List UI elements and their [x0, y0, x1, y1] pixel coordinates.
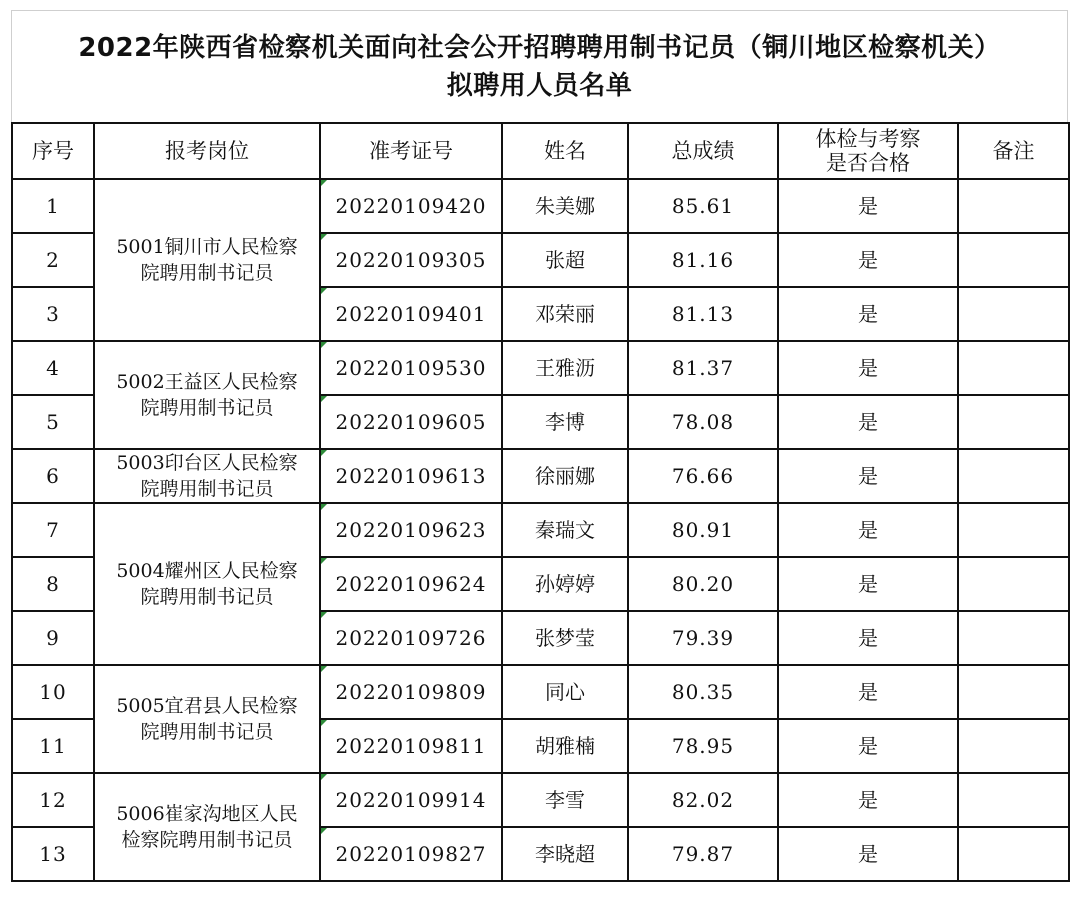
cell-remark — [958, 233, 1069, 287]
cell-remark — [958, 179, 1069, 233]
position-line-2: 检察院聘用制书记员 — [121, 829, 293, 851]
header-check-line-2: 是否合格 — [826, 151, 910, 175]
header-seq: 序号 — [12, 123, 94, 179]
cell-seq: 6 — [12, 449, 94, 503]
cell-position — [94, 773, 320, 881]
cell-marker-icon — [321, 612, 327, 618]
cell-ticket — [320, 719, 502, 773]
cell-seq: 7 — [12, 503, 94, 557]
position-line-2: 院聘用制书记员 — [140, 397, 274, 419]
cell-marker-icon — [321, 288, 327, 294]
cell-name: 孙婷婷 — [502, 557, 628, 611]
ticket-number: 20220109420 — [335, 194, 487, 218]
cell-marker-icon — [321, 342, 327, 348]
cell-score: 81.16 — [628, 233, 778, 287]
position-line-1: 5003印台区人民检察 — [116, 452, 298, 474]
ticket-number: 20220109811 — [335, 734, 487, 758]
cell-qualified: 是 — [778, 719, 958, 773]
position-line-1: 5002王益区人民检察 — [116, 371, 298, 393]
cell-ticket — [320, 827, 502, 881]
cell-marker-icon — [321, 234, 327, 240]
cell-qualified: 是 — [778, 557, 958, 611]
cell-name: 张超 — [502, 233, 628, 287]
cell-ticket — [320, 287, 502, 341]
cell-remark — [958, 719, 1069, 773]
cell-qualified: 是 — [778, 611, 958, 665]
cell-score: 76.66 — [628, 449, 778, 503]
title-line-1: 2022年陕西省检察机关面向社会公开招聘聘用制书记员（铜川地区检察机关） — [78, 32, 1001, 63]
cell-name: 邓荣丽 — [502, 287, 628, 341]
cell-name: 同心 — [502, 665, 628, 719]
cell-marker-icon — [321, 504, 327, 510]
cell-qualified: 是 — [778, 395, 958, 449]
cell-score: 79.39 — [628, 611, 778, 665]
cell-marker-icon — [321, 828, 327, 834]
cell-position — [94, 341, 320, 449]
cell-seq: 12 — [12, 773, 94, 827]
header-name: 姓名 — [502, 123, 628, 179]
cell-position — [94, 503, 320, 665]
cell-name: 秦瑞文 — [502, 503, 628, 557]
cell-seq: 3 — [12, 287, 94, 341]
candidate-table — [11, 122, 1070, 882]
cell-ticket — [320, 773, 502, 827]
ticket-number: 20220109605 — [335, 410, 487, 434]
header-ticket: 准考证号 — [320, 123, 502, 179]
cell-ticket — [320, 557, 502, 611]
cell-score: 80.35 — [628, 665, 778, 719]
table-row — [12, 179, 1069, 233]
cell-ticket — [320, 665, 502, 719]
cell-ticket — [320, 503, 502, 557]
header-score: 总成绩 — [628, 123, 778, 179]
table-row — [12, 665, 1069, 719]
cell-seq: 13 — [12, 827, 94, 881]
cell-name: 李雪 — [502, 773, 628, 827]
ticket-number: 20220109914 — [335, 788, 487, 812]
ticket-number: 20220109530 — [335, 356, 487, 380]
cell-score: 85.61 — [628, 179, 778, 233]
header-remark: 备注 — [958, 123, 1069, 179]
table-row — [12, 449, 1069, 503]
cell-score: 78.08 — [628, 395, 778, 449]
cell-position — [94, 665, 320, 773]
cell-ticket — [320, 341, 502, 395]
cell-qualified: 是 — [778, 665, 958, 719]
cell-seq: 9 — [12, 611, 94, 665]
cell-remark — [958, 503, 1069, 557]
table-row — [12, 503, 1069, 557]
cell-ticket — [320, 179, 502, 233]
cell-seq: 11 — [12, 719, 94, 773]
cell-remark — [958, 557, 1069, 611]
ticket-number: 20220109827 — [335, 842, 487, 866]
position-line-1: 5001铜川市人民检察 — [116, 236, 298, 258]
cell-qualified: 是 — [778, 233, 958, 287]
cell-marker-icon — [321, 180, 327, 186]
cell-marker-icon — [321, 396, 327, 402]
header-check — [778, 123, 958, 179]
cell-score: 80.20 — [628, 557, 778, 611]
cell-score: 79.87 — [628, 827, 778, 881]
cell-qualified: 是 — [778, 341, 958, 395]
cell-score: 81.13 — [628, 287, 778, 341]
cell-name: 李博 — [502, 395, 628, 449]
header-check-line-1: 体检与考察 — [815, 127, 921, 151]
table-header-row — [12, 123, 1069, 179]
cell-qualified: 是 — [778, 503, 958, 557]
cell-qualified: 是 — [778, 449, 958, 503]
cell-name: 李晓超 — [502, 827, 628, 881]
header-position: 报考岗位 — [94, 123, 320, 179]
cell-qualified: 是 — [778, 773, 958, 827]
cell-score: 80.91 — [628, 503, 778, 557]
position-line-2: 院聘用制书记员 — [140, 478, 274, 500]
cell-remark — [958, 611, 1069, 665]
position-line-1: 5004耀州区人民检察 — [116, 560, 298, 582]
cell-score: 81.37 — [628, 341, 778, 395]
cell-marker-icon — [321, 774, 327, 780]
cell-ticket — [320, 395, 502, 449]
position-line-1: 5005宜君县人民检察 — [116, 695, 298, 717]
cell-remark — [958, 665, 1069, 719]
cell-seq: 5 — [12, 395, 94, 449]
cell-score: 78.95 — [628, 719, 778, 773]
cell-name: 胡雅楠 — [502, 719, 628, 773]
cell-remark — [958, 827, 1069, 881]
cell-qualified: 是 — [778, 179, 958, 233]
ticket-number: 20220109613 — [335, 464, 487, 488]
cell-remark — [958, 449, 1069, 503]
cell-ticket — [320, 233, 502, 287]
ticket-number: 20220109726 — [335, 626, 487, 650]
cell-name: 张梦莹 — [502, 611, 628, 665]
position-line-2: 院聘用制书记员 — [140, 721, 274, 743]
cell-position — [94, 179, 320, 341]
cell-seq: 10 — [12, 665, 94, 719]
cell-marker-icon — [321, 666, 327, 672]
ticket-number: 20220109305 — [335, 248, 487, 272]
cell-name: 徐丽娜 — [502, 449, 628, 503]
cell-marker-icon — [321, 558, 327, 564]
cell-marker-icon — [321, 450, 327, 456]
cell-seq: 8 — [12, 557, 94, 611]
cell-remark — [958, 341, 1069, 395]
cell-qualified: 是 — [778, 827, 958, 881]
ticket-number: 20220109623 — [335, 518, 487, 542]
cell-name: 朱美娜 — [502, 179, 628, 233]
document-title — [11, 10, 1068, 122]
cell-ticket — [320, 449, 502, 503]
cell-ticket — [320, 611, 502, 665]
position-line-2: 院聘用制书记员 — [140, 262, 274, 284]
cell-remark — [958, 773, 1069, 827]
cell-position — [94, 449, 320, 503]
cell-remark — [958, 287, 1069, 341]
cell-qualified: 是 — [778, 287, 958, 341]
position-line-2: 院聘用制书记员 — [140, 586, 274, 608]
title-line-2: 拟聘用人员名单 — [446, 70, 633, 101]
cell-remark — [958, 395, 1069, 449]
table-row — [12, 773, 1069, 827]
ticket-number: 20220109809 — [335, 680, 487, 704]
cell-score: 82.02 — [628, 773, 778, 827]
cell-seq: 1 — [12, 179, 94, 233]
document-frame — [11, 10, 1068, 905]
ticket-number: 20220109624 — [335, 572, 487, 596]
cell-name: 王雅沥 — [502, 341, 628, 395]
cell-marker-icon — [321, 720, 327, 726]
table-row — [12, 341, 1069, 395]
cell-seq: 4 — [12, 341, 94, 395]
position-line-1: 5006崔家沟地区人民 — [116, 803, 298, 825]
ticket-number: 20220109401 — [335, 302, 487, 326]
cell-seq: 2 — [12, 233, 94, 287]
